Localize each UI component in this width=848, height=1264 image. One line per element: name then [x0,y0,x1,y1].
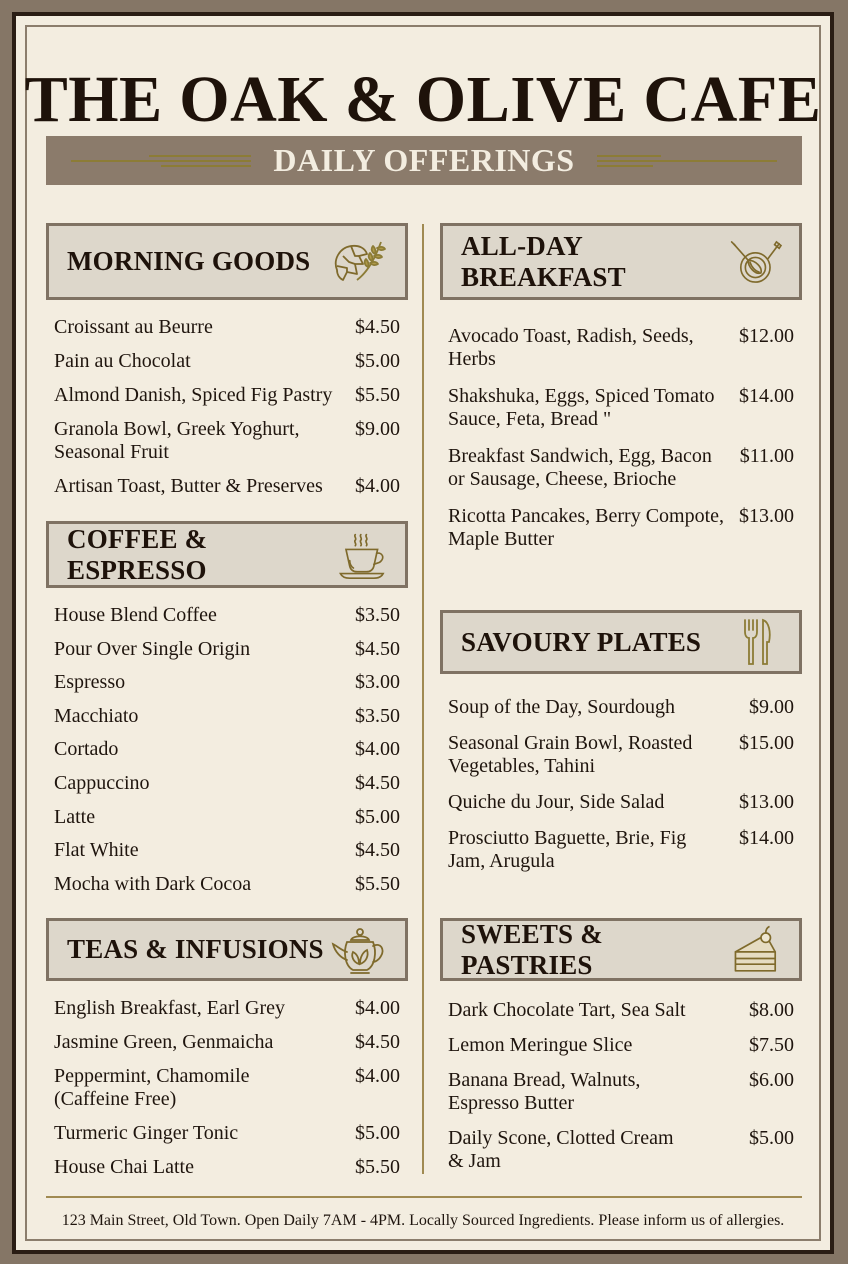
menu-item: Seasonal Grain Bowl, Roasted Vegetables, Tahini $15.00 [448,732,794,777]
fork-knife-icon [723,614,785,670]
menu-item: Cortado $4.00 [54,738,400,761]
menu-item: Shakshuka, Eggs, Spiced Tomato Sauce, Feta, Bread " $14.00 [448,385,794,430]
footer-info: 123 Main Street, Old Town. Open Daily 7AM - 4PM. Locally Sourced Ingredients. Please inform us of allergies. [61,1212,785,1229]
section-all-day-breakfast [440,223,802,551]
banner-ornament-right [597,153,777,169]
section-sweets-pastries [440,918,802,1173]
menu-item: Lemon Meringue Slice $7.50 [448,1034,794,1056]
menu-item: Cappuccino $4.50 [54,771,400,794]
menu-item: Quiche du Jour, Side Salad $13.00 [448,791,794,813]
banner-ornament-left [71,153,251,169]
teapot-icon [329,922,391,978]
menu-item: Pour Over Single Origin $4.50 [54,637,400,660]
column-divider [422,224,424,1174]
menu-item-list [46,588,408,896]
menu-item: Peppermint, Chamomile (Caffeine Free) $4.00 [54,1065,400,1110]
section-morning-goods [46,223,408,498]
daily-offerings-banner [46,136,802,185]
menu-item: Croissant au Beurre $4.50 [54,316,400,338]
section-coffee-espresso [46,521,408,896]
menu-item: Daily Scone, Clotted Cream & Jam $5.00 [448,1127,794,1172]
menu-item: House Blend Coffee $3.50 [54,604,400,626]
menu-item: Latte $5.00 [54,805,400,828]
menu-item-list [46,300,408,498]
section-header [440,610,802,674]
menu-item: Soup of the Day, Sourdough $9.00 [448,696,794,718]
menu-item-list [440,674,802,873]
menu-item: Ricotta Pancakes, Berry Compote, Maple Butter $13.00 [448,505,794,550]
menu-item: Dark Chocolate Tart, Sea Salt $8.00 [448,999,794,1021]
section-header [440,223,802,300]
section-title: SAVOURY PLATES [461,626,702,657]
section-title: ALL-DAY BREAKFAST [461,230,626,292]
section-savoury-plates [440,610,802,873]
menu-item: Macchiato $3.50 [54,704,400,727]
menu-item: Banana Bread, Walnuts, Espresso Butter $6.00 [448,1069,794,1114]
menu-item: Prosciutto Baguette, Brie, Fig Jam, Arugula $14.00 [448,827,794,872]
menu-item: Espresso $3.00 [54,671,400,694]
menu-item: Pain au Chocolat $5.00 [54,350,400,372]
whisk-pan-icon [728,234,785,290]
menu-outer-frame [12,12,834,1254]
section-header [46,918,408,981]
menu-item: English Breakfast, Earl Grey $4.00 [54,997,400,1019]
menu-item-list [440,981,802,1173]
cafe-title: THE OAK & OLIVE CAFE [24,63,822,136]
croissant-wheat-icon [329,234,391,290]
section-title: TEAS & INFUSIONS [67,934,324,964]
menu-item: Jasmine Green, Genmaicha $4.50 [54,1031,400,1053]
menu-item: Almond Danish, Spiced Fig Pastry $5.50 [54,384,400,406]
menu-item: Turmeric Ginger Tonic $5.00 [54,1122,400,1144]
menu-item: Breakfast Sandwich, Egg, Bacon or Sausage, Cheese, Brioche $11.00 [448,445,794,490]
menu-item: Avocado Toast, Radish, Seeds, Herbs $12.00 [448,325,794,370]
menu-item: House Chai Latte $5.50 [54,1156,400,1178]
coffee-cup-icon [333,527,391,583]
banner-label: DAILY OFFERINGS [273,142,575,178]
cake-slice-icon [726,922,785,978]
section-header [46,223,408,300]
section-title: MORNING GOODS [67,246,311,276]
section-header [440,918,802,981]
menu-item: Artisan Toast, Butter & Preserves $4.00 [54,475,400,497]
section-header [46,521,408,588]
menu-item: Granola Bowl, Greek Yoghurt, Seasonal Fruit $9.00 [54,418,400,463]
menu-paper [16,16,830,1250]
footer-divider [46,1196,802,1198]
menu-item: Flat White $4.50 [54,839,400,862]
section-title: SWEETS & PASTRIES [461,918,603,980]
menu-item: Mocha with Dark Cocoa $5.50 [54,872,400,895]
section-teas-infusions [46,918,408,1179]
menu-item-list [440,300,802,551]
menu-item-list [46,981,408,1179]
section-title: COFFEE & ESPRESSO [67,523,208,585]
